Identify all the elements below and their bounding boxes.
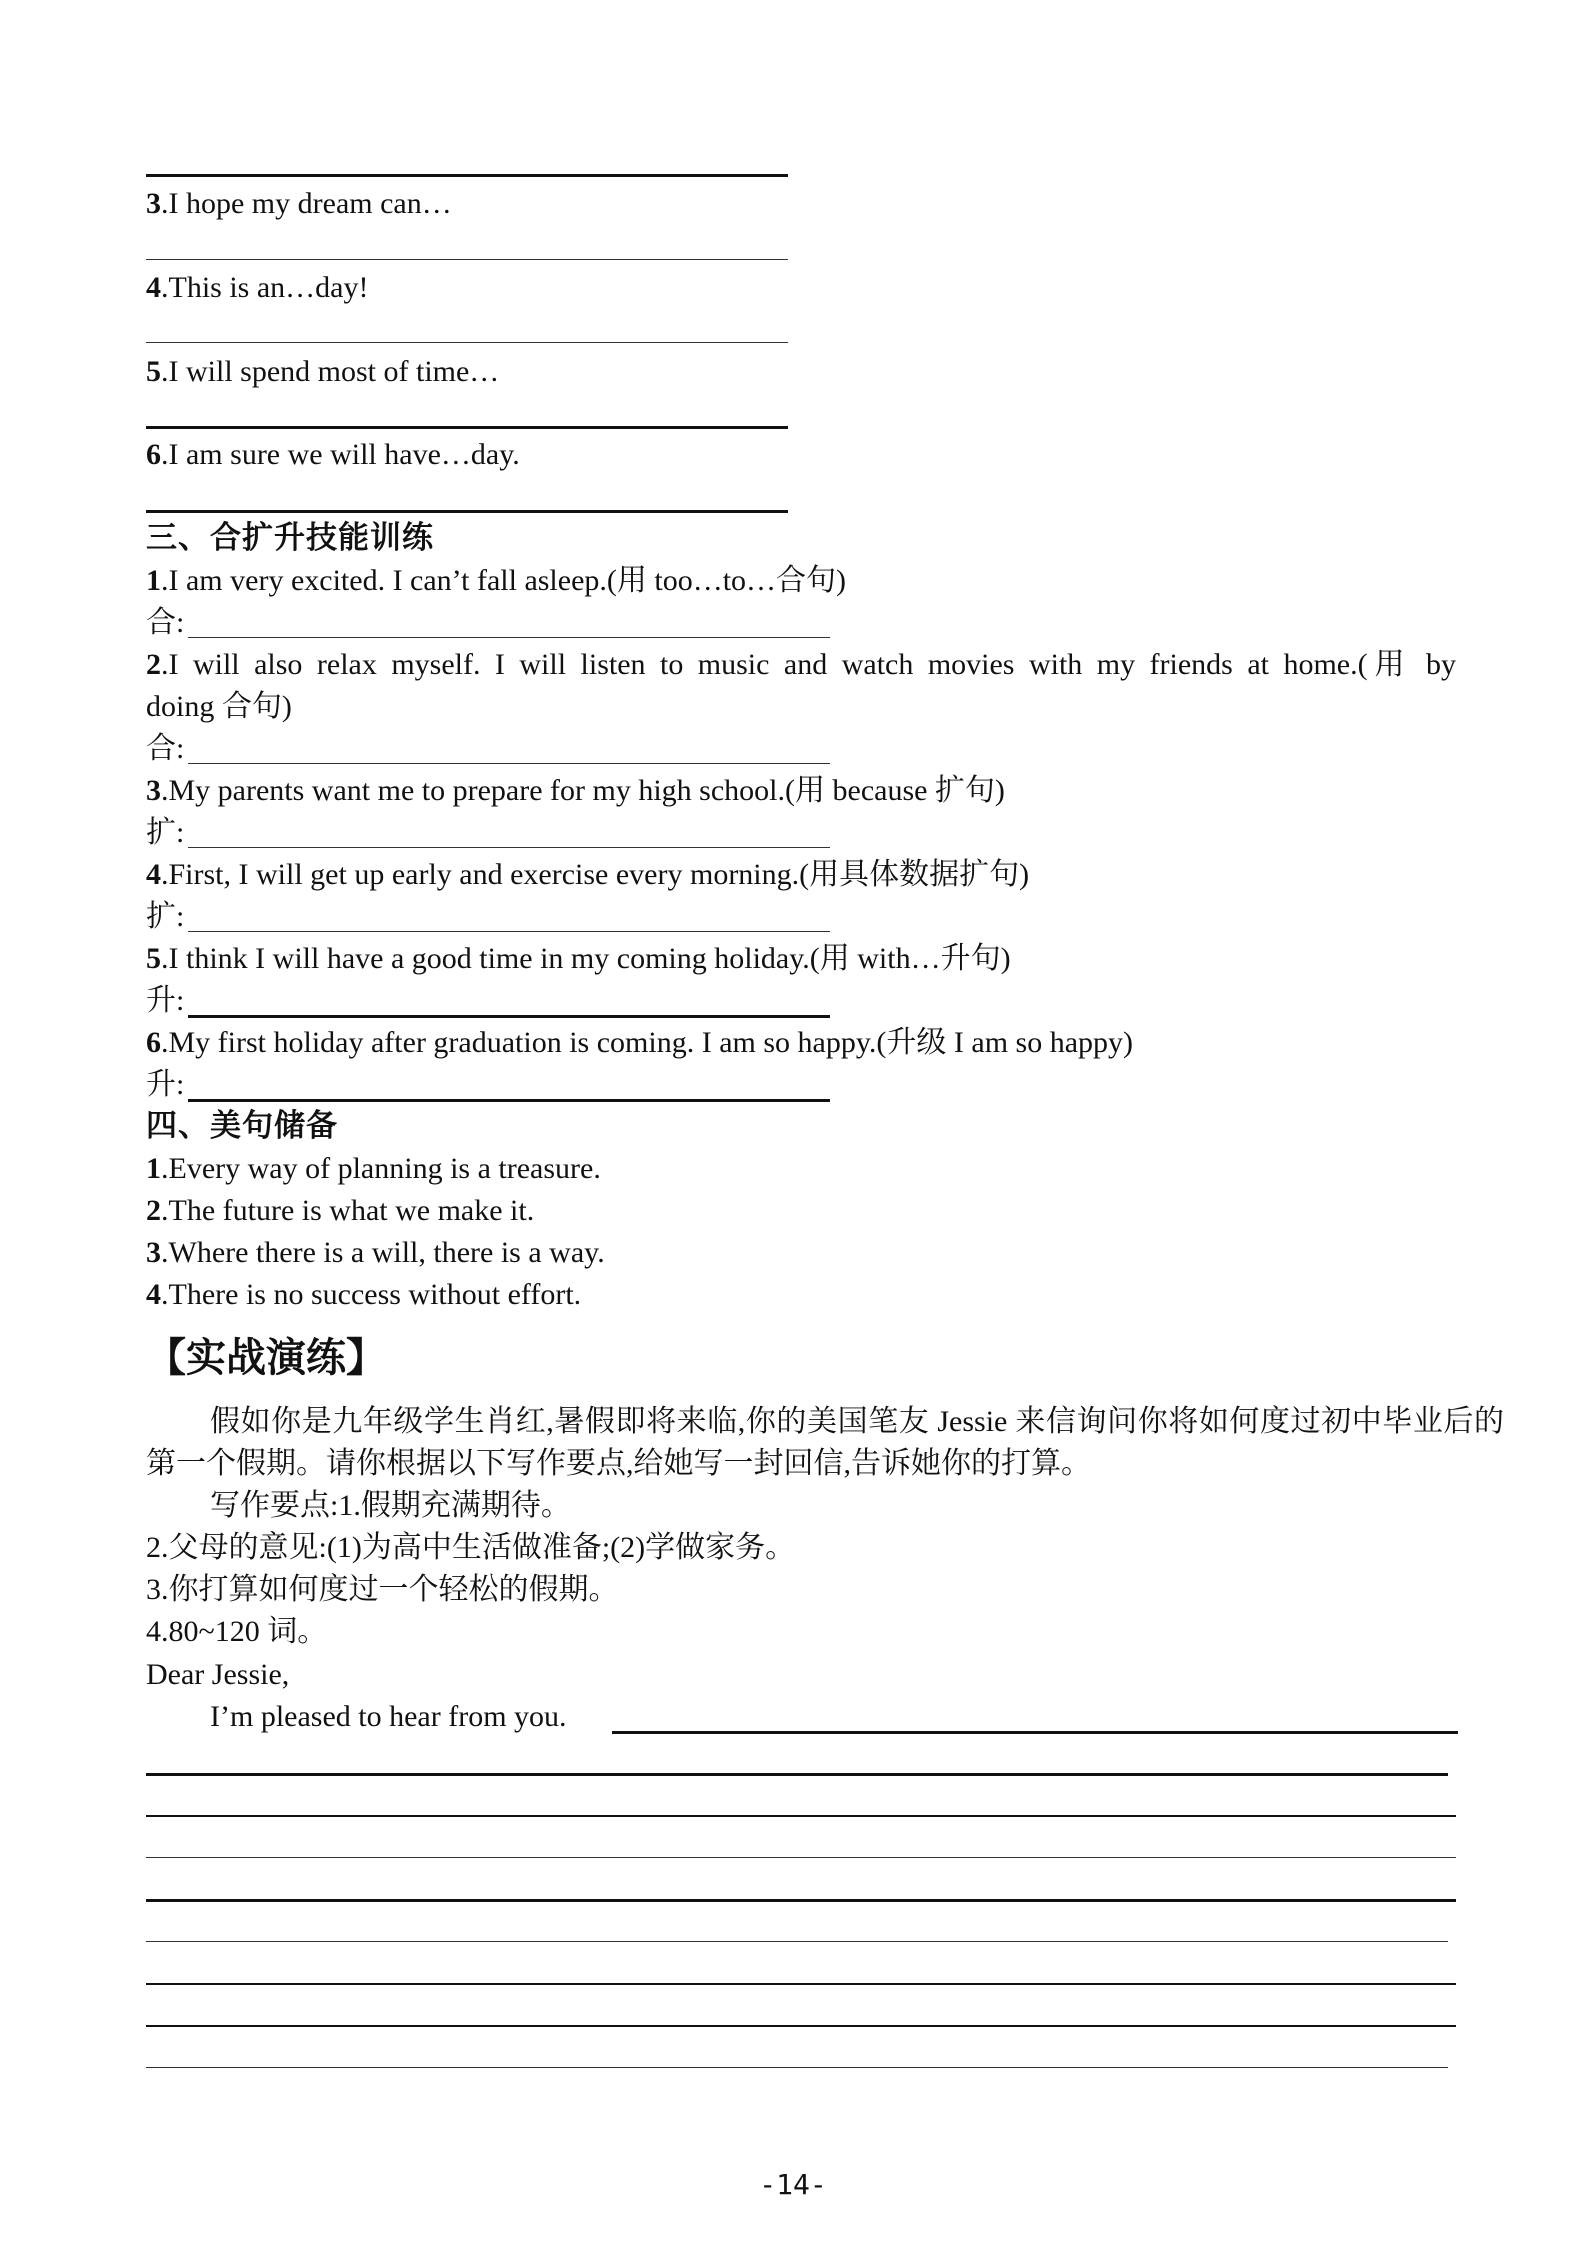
answer-line[interactable] bbox=[188, 931, 830, 932]
sentence-starter-5: 5.I will spend most of time… bbox=[146, 355, 500, 388]
answer-label: 合: bbox=[146, 606, 185, 639]
quote-1: 1.Every way of planning is a treasure. bbox=[146, 1152, 601, 1185]
answer-line[interactable] bbox=[146, 510, 788, 513]
answer-line[interactable] bbox=[188, 763, 830, 764]
answer-line[interactable] bbox=[146, 342, 788, 343]
sentence-starter-6: 6.I am sure we will have…day. bbox=[146, 438, 520, 471]
writing-line[interactable] bbox=[146, 2025, 1456, 2027]
answer-label: 扩: bbox=[146, 900, 185, 933]
exercise-item-6: 6.My first holiday after graduation is coming. I am so happy.(升级 I am so happy) bbox=[146, 1026, 1134, 1059]
answer-line[interactable] bbox=[188, 637, 830, 638]
writing-line[interactable] bbox=[146, 1815, 1456, 1817]
writing-points-line-3: 3.你打算如何度过一个轻松的假期。 bbox=[146, 1573, 619, 1606]
sentence-starter-4: 4.This is an…day! bbox=[146, 271, 369, 304]
writing-line[interactable] bbox=[146, 1773, 1448, 1776]
exercise-item-2-cont: doing 合句) bbox=[146, 690, 292, 723]
exercise-item-1: 1.I am very excited. I can’t fall asleep.(用 too…to…合句) bbox=[146, 564, 847, 597]
exercise-item-3: 3.My parents want me to prepare for my high school.(用 because 扩句) bbox=[146, 774, 1005, 807]
answer-line[interactable] bbox=[188, 847, 830, 848]
answer-line[interactable] bbox=[188, 1099, 830, 1102]
answer-line[interactable] bbox=[146, 259, 788, 260]
writing-line[interactable] bbox=[612, 1731, 1458, 1734]
answer-label: 升: bbox=[146, 1068, 185, 1101]
exercise-item-4: 4.First, I will get up early and exercise every morning.(用具体数据扩句) bbox=[146, 858, 1030, 891]
section-four-heading: 四、美句储备 bbox=[146, 1108, 338, 1144]
writing-line[interactable] bbox=[146, 1983, 1456, 1985]
letter-opening: I’m pleased to hear from you. bbox=[210, 1700, 567, 1733]
page-number: -14- bbox=[759, 2168, 827, 2201]
answer-line[interactable] bbox=[146, 174, 788, 177]
quote-2: 2.The future is what we make it. bbox=[146, 1194, 535, 1227]
quote-3: 3.Where there is a will, there is a way. bbox=[146, 1236, 605, 1269]
exercise-item-5: 5.I think I will have a good time in my coming holiday.(用 with…升句) bbox=[146, 942, 1011, 975]
writing-line[interactable] bbox=[146, 1941, 1448, 1942]
writing-points-line-2: 2.父母的意见:(1)为高中生活做准备;(2)学做家务。 bbox=[146, 1531, 796, 1564]
answer-label: 扩: bbox=[146, 816, 185, 849]
writing-points-line-4: 4.80~120 词。 bbox=[146, 1615, 328, 1648]
quote-4: 4.There is no success without effort. bbox=[146, 1278, 582, 1311]
writing-line[interactable] bbox=[146, 1857, 1456, 1858]
writing-points-line-1: 写作要点:1.假期充满期待。 bbox=[210, 1489, 571, 1522]
answer-line[interactable] bbox=[188, 1015, 830, 1018]
letter-salutation: Dear Jessie, bbox=[146, 1658, 290, 1691]
answer-line[interactable] bbox=[146, 426, 788, 429]
answer-label: 升: bbox=[146, 984, 185, 1017]
practice-intro: 假如你是九年级学生肖红,暑假即将来临,你的美国笔友 Jessie 来信询问你将如何度过初中毕业后的第一个假期。请你根据以下写作要点,给她写一封回信,告诉她你的打算。 bbox=[146, 1405, 1504, 1480]
section-three-heading: 三、合扩升技能训练 bbox=[146, 520, 434, 556]
sentence-starter-3: 3.I hope my dream can… bbox=[146, 187, 452, 220]
writing-line[interactable] bbox=[146, 2067, 1448, 2068]
answer-label: 合: bbox=[146, 732, 185, 765]
writing-line[interactable] bbox=[146, 1899, 1456, 1902]
practice-heading: 【实战演练】 bbox=[146, 1335, 386, 1381]
exercise-item-2: 2.I will also relax myself. I will listen to music and watch movies with my friends at home.(用 by bbox=[146, 648, 1456, 681]
